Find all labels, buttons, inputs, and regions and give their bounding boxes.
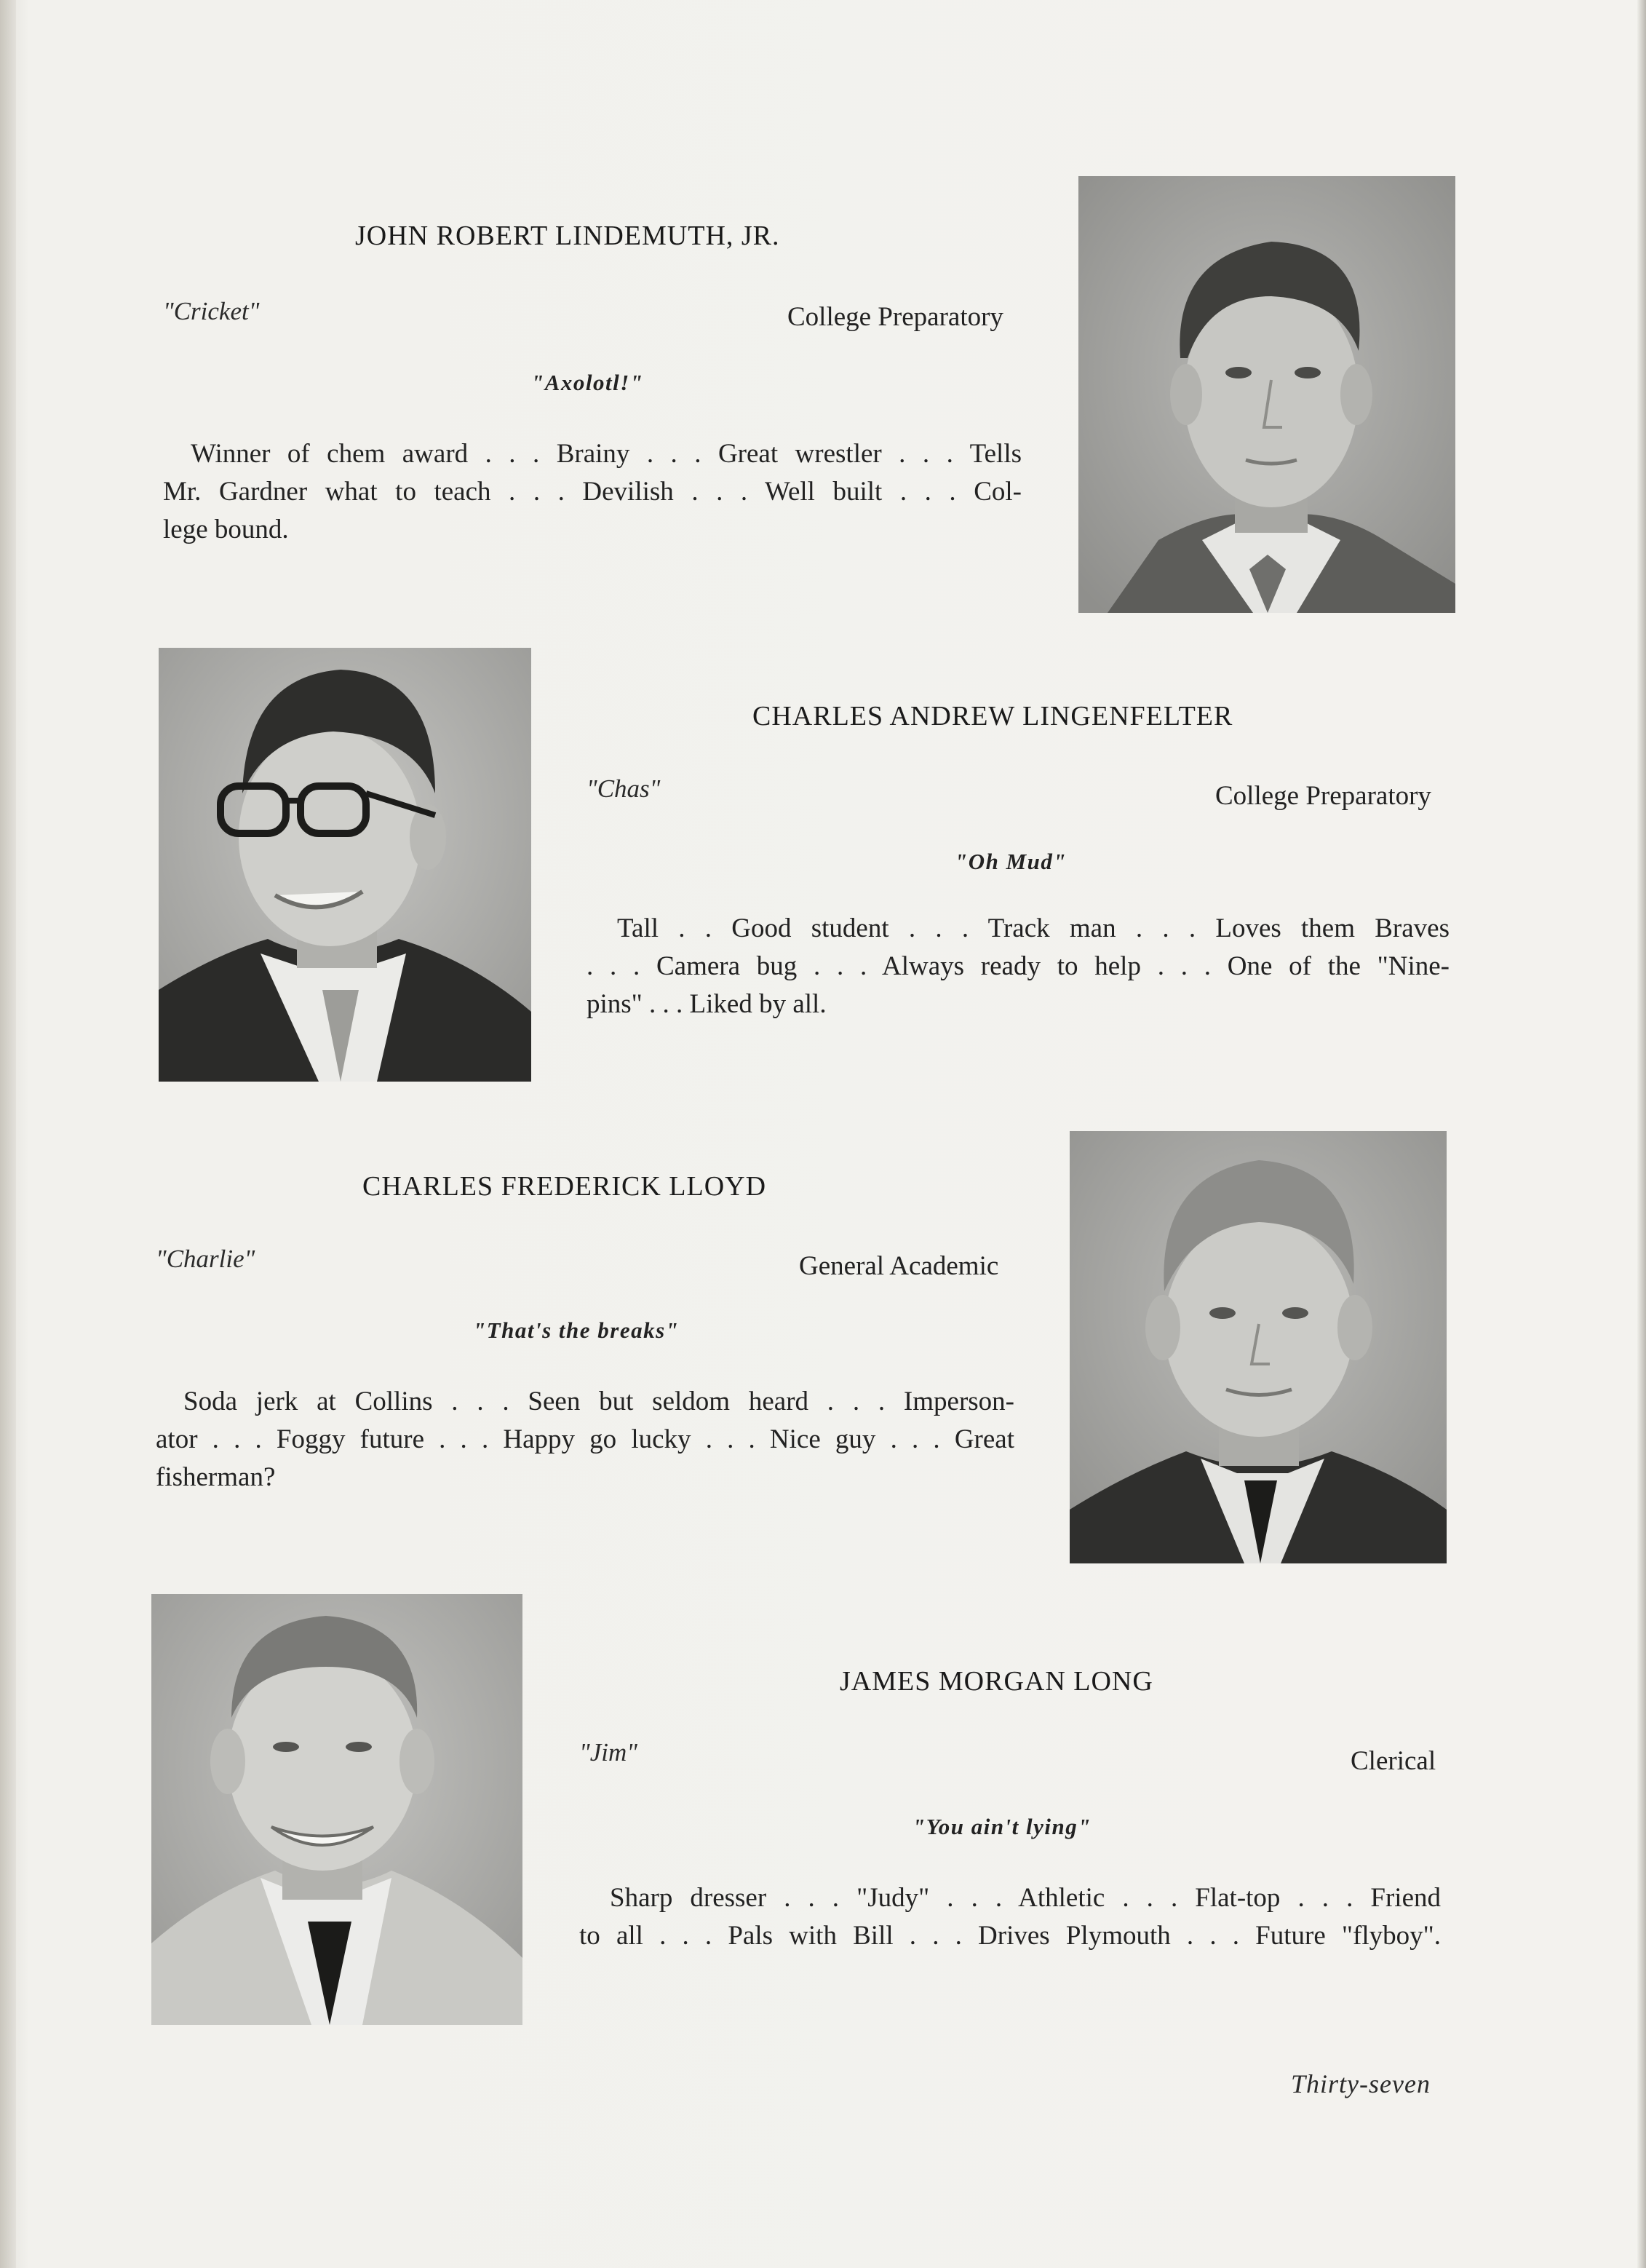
senior-motto: "You ain't lying": [913, 1814, 1092, 1839]
binding-edge: [0, 0, 16, 2268]
portrait-photo-long: [151, 1594, 522, 2025]
description-line: Tall . . Good student . . . Track man . . . Loves them Braves: [617, 913, 1450, 943]
senior-name: CHARLES FREDERICK LLOYD: [362, 1171, 767, 1202]
senior-description: [163, 435, 1022, 549]
senior-motto: "Oh Mud": [955, 849, 1067, 874]
senior-curriculum: College Preparatory: [787, 302, 1003, 332]
senior-name: CHARLES ANDREW LINGENFELTER: [752, 701, 1233, 731]
senior-nickname: "Jim": [579, 1738, 637, 1767]
description-line: fisherman?: [156, 1462, 276, 1492]
portrait-photo-lloyd: [1070, 1131, 1447, 1563]
senior-nickname: "Cricket": [163, 297, 260, 325]
description-line: ator . . . Foggy future . . . Happy go lucky . . . Nice guy . . . Great: [156, 1424, 1014, 1454]
description-line: lege bound.: [163, 515, 289, 544]
description-line: to all . . . Pals with Bill . . . Drives Plymouth . . . Future "flyboy".: [579, 1921, 1441, 1951]
portrait-image: [1078, 176, 1455, 613]
portrait-image: [1070, 1131, 1447, 1563]
page-edge: [1637, 0, 1646, 2268]
senior-curriculum: College Preparatory: [1215, 781, 1431, 811]
senior-name: JOHN ROBERT LINDEMUTH, JR.: [355, 221, 780, 251]
description-line: . . . Camera bug . . . Always ready to help . . . One of the "Nine-: [587, 951, 1450, 981]
senior-description: [156, 1383, 1014, 1496]
description-line: Mr. Gardner what to teach . . . Devilish . . . Well built . . . Col-: [163, 477, 1022, 507]
portrait-photo-lindemuth: [1078, 176, 1455, 613]
description-line: pins" . . . Liked by all.: [587, 989, 827, 1019]
description-line: Sharp dresser . . . "Judy" . . . Athletic . . . Flat-top . . . Friend: [610, 1883, 1441, 1913]
senior-nickname: "Chas": [587, 774, 661, 803]
portrait-image: [159, 648, 531, 1082]
description-line: Winner of chem award . . . Brainy . . . Great wrestler . . . Tells: [191, 439, 1022, 469]
senior-motto: "Axolotl!": [531, 370, 644, 395]
senior-curriculum: Clerical: [1351, 1746, 1436, 1776]
senior-motto: "That's the breaks": [473, 1317, 680, 1343]
portrait-photo-lingenfelter: [159, 648, 531, 1082]
senior-name: JAMES MORGAN LONG: [840, 1666, 1153, 1697]
senior-description: [587, 910, 1450, 1023]
senior-nickname: "Charlie": [156, 1245, 255, 1273]
senior-curriculum: General Academic: [799, 1251, 999, 1281]
description-line: Soda jerk at Collins . . . Seen but seldom heard . . . Imperson-: [183, 1387, 1014, 1416]
portrait-image: [151, 1594, 522, 2025]
page-number: Thirty-seven: [1291, 2069, 1431, 2098]
senior-description: [579, 1879, 1441, 1955]
